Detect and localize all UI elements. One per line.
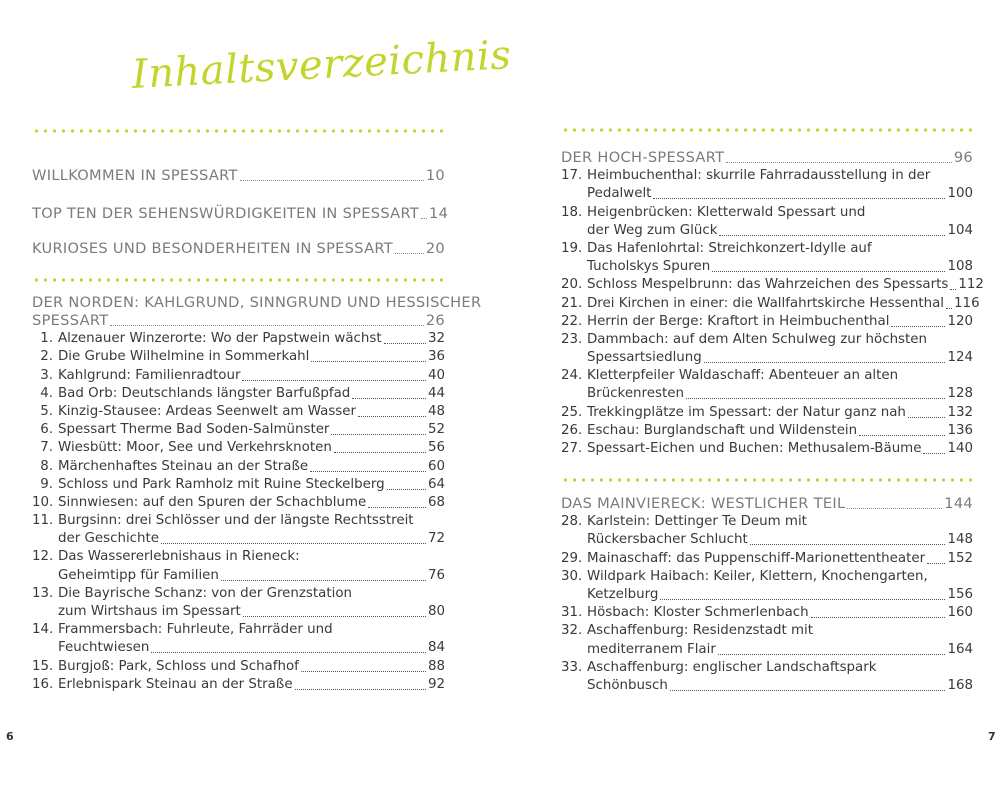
entry-page: 92 <box>427 676 445 692</box>
toc-entry[interactable] <box>32 385 445 403</box>
entry-page: 72 <box>427 531 445 547</box>
entry-number: 14. <box>32 622 54 638</box>
entry-number: 16. <box>32 676 54 692</box>
toc-entry[interactable] <box>32 494 445 512</box>
dot-leader <box>352 398 426 399</box>
chapter-page: 96 <box>953 149 973 166</box>
toc-entry[interactable] <box>32 366 445 384</box>
entry-number: 23. <box>561 331 583 347</box>
entry-title: Erlebnispark Steinau an der Straße <box>58 676 293 692</box>
right-page <box>500 0 1000 800</box>
entry-title: Hösbach: Kloster Schmerlenbach <box>587 605 809 621</box>
toc-entry-line <box>32 621 445 639</box>
entry-title: Alzenauer Winzerorte: Wo der Papstwein wächst <box>58 331 382 347</box>
toc-entry-line <box>561 403 973 421</box>
toc-entry-line <box>561 222 973 240</box>
dot-leader <box>243 616 426 617</box>
toc-entry-line <box>561 422 973 440</box>
section-list <box>32 238 445 258</box>
toc-entry-line <box>561 167 973 185</box>
entry-number: 30. <box>561 568 583 584</box>
dot-leader <box>712 271 945 272</box>
section-title: TOP TEN DER SEHENSWÜRDIGKEITEN IN SPESSART <box>32 205 420 222</box>
dot-leader <box>387 489 426 490</box>
toc-entry[interactable] <box>561 568 973 604</box>
entry-number: 7. <box>40 440 53 456</box>
entry-title: Karlstein: Dettinger Te Deum mit <box>587 514 807 530</box>
entry-page: 148 <box>947 532 973 548</box>
chapter-hoch-spessart <box>561 148 984 458</box>
toc-entry-line <box>561 440 973 458</box>
dot-leader <box>358 416 426 417</box>
entry-number: 18. <box>561 204 583 220</box>
entry-number: 33. <box>561 659 583 675</box>
dot-leader <box>301 671 426 672</box>
toc-entry-line <box>561 258 973 276</box>
chapter-title-line1[interactable] <box>32 292 482 312</box>
toc-entry[interactable] <box>32 585 445 621</box>
entry-page: 156 <box>947 586 973 602</box>
entry-number: 29. <box>561 550 583 566</box>
entry-title: Wiesbütt: Moor, See und Verkehrsknoten <box>58 440 332 456</box>
toc-entry[interactable] <box>561 331 973 367</box>
entry-page: 116 <box>954 295 980 311</box>
dot-leader <box>334 452 426 453</box>
entry-title: Geheimtipp für Familien <box>58 567 219 583</box>
toc-entry-line <box>561 531 973 549</box>
toc-entry-line <box>32 585 445 603</box>
dot-leader <box>670 690 946 691</box>
toc-entry-line <box>561 604 973 622</box>
toc-entry-line <box>561 385 973 403</box>
dotted-separator <box>561 128 973 132</box>
entry-page: 80 <box>427 604 445 619</box>
toc-entry-line <box>561 677 973 695</box>
toc-entry-line <box>32 421 445 439</box>
dot-leader <box>242 380 425 381</box>
toc-title: Inhaltsverzeichnis <box>130 32 513 98</box>
entry-page: 40 <box>427 367 445 383</box>
dot-leader <box>295 689 426 690</box>
entry-title: Heigenbrücken: Kletterwald Spessart und <box>587 204 866 220</box>
entry-title: Dammbach: auf dem Alten Schulweg zur höchsten <box>587 331 928 347</box>
toc-entry[interactable] <box>561 294 980 312</box>
entry-page: 140 <box>947 441 973 456</box>
toc-entry[interactable] <box>561 403 973 421</box>
toc-entry-line <box>561 349 973 367</box>
toc-entry[interactable] <box>561 240 973 276</box>
entry-page: 152 <box>947 550 973 566</box>
dot-leader <box>221 580 426 581</box>
entry-number: 15. <box>32 658 54 674</box>
entry-title: Sinnwiesen: auf den Spuren der Schachblume <box>58 494 367 510</box>
dot-leader <box>811 617 946 618</box>
toc-entry-line <box>32 566 445 584</box>
toc-entry-line <box>32 385 445 403</box>
entry-number: 25. <box>561 404 583 420</box>
entry-page: 76 <box>427 567 445 583</box>
toc-entry[interactable] <box>561 622 973 658</box>
toc-entry-line <box>32 494 445 512</box>
toc-entry[interactable] <box>32 439 445 457</box>
entry-page: 36 <box>427 349 445 365</box>
page-number: 6 <box>6 730 14 743</box>
entry-number: 24. <box>561 368 583 384</box>
entry-title: Spessart Therme Bad Soden-Salmünster <box>58 422 330 438</box>
entry-page: 132 <box>947 404 973 420</box>
entry-page: 84 <box>427 640 445 656</box>
toc-entry-line <box>561 240 973 258</box>
entry-title: der Weg zum Glück <box>587 222 718 238</box>
entry-page: 60 <box>427 458 445 474</box>
entry-list <box>32 330 445 694</box>
dot-leader <box>368 507 426 508</box>
entry-page: 128 <box>947 386 973 402</box>
dotted-separator <box>32 129 445 133</box>
entry-number: 12. <box>32 549 54 565</box>
toc-entry-line <box>561 586 973 604</box>
dot-leader <box>946 308 952 309</box>
dot-leader <box>311 361 426 362</box>
toc-entry-line <box>32 439 445 457</box>
toc-entry[interactable] <box>561 203 973 239</box>
toc-entry-line <box>32 366 445 384</box>
entry-title: Wildpark Haibach: Keiler, Klettern, Knochengarten, <box>587 568 928 584</box>
entry-number: 22. <box>561 313 583 329</box>
entry-number: 11. <box>32 513 54 529</box>
dot-leader <box>421 218 427 219</box>
entry-title: Kinzig-Stausee: Ardeas Seenwelt am Wasser <box>58 403 357 419</box>
dot-leader <box>950 289 956 290</box>
entry-page: 68 <box>427 494 445 510</box>
entry-number: 4. <box>40 385 53 401</box>
entry-title: Schloss Mespelbrunn: das Wahrzeichen des Spessarts <box>587 277 949 293</box>
toc-entry[interactable] <box>32 621 445 657</box>
toc-entry[interactable] <box>561 422 973 440</box>
toc-entry-line <box>561 185 973 203</box>
chapter-title: SPESSART <box>32 312 109 329</box>
dot-leader <box>891 326 945 327</box>
dot-leader <box>161 543 426 544</box>
toc-entry-line <box>32 603 445 621</box>
entry-number: 27. <box>561 441 583 456</box>
entry-page: 88 <box>427 658 445 674</box>
dot-leader <box>718 654 946 655</box>
toc-entry-line <box>32 548 445 566</box>
dot-leader <box>331 434 426 435</box>
entry-title: zum Wirtshaus im Spessart <box>58 604 241 619</box>
entry-title: der Geschichte <box>58 531 159 547</box>
entry-title: Trekkingplätze im Spessart: der Natur ganz nah <box>587 404 906 420</box>
entry-title: Tucholskys Spuren <box>587 259 711 275</box>
entry-title: Eschau: Burglandschaft und Wildenstein <box>587 422 858 438</box>
dot-leader <box>395 253 424 254</box>
toc-entry[interactable] <box>561 549 973 567</box>
toc-entry[interactable] <box>32 657 445 675</box>
toc-entry-line <box>561 367 973 385</box>
toc-entry[interactable] <box>561 513 973 549</box>
entry-page: 44 <box>427 385 445 401</box>
dot-leader <box>660 599 945 600</box>
toc-entry[interactable] <box>32 421 445 439</box>
entry-title: Feuchtwiesen <box>58 640 150 656</box>
toc-entry-line <box>561 331 973 349</box>
toc-entry-line <box>32 676 445 694</box>
entry-number: 6. <box>40 422 53 438</box>
toc-entry[interactable] <box>561 313 973 331</box>
toc-entry[interactable] <box>32 348 445 366</box>
dot-leader <box>151 652 426 653</box>
toc-entry[interactable] <box>32 476 445 494</box>
entry-title: Das Wassererlebnishaus in Rieneck: <box>58 549 300 565</box>
entry-list <box>561 167 984 458</box>
entry-page: 100 <box>947 186 973 202</box>
toc-entry[interactable] <box>561 604 973 622</box>
entry-title: Brückenresten <box>587 386 684 402</box>
entry-page: 56 <box>427 440 445 456</box>
entry-title: Schloss und Park Ramholz mit Ruine Steckelberg <box>58 476 385 492</box>
entry-page: 124 <box>947 350 973 366</box>
entry-number: 2. <box>40 349 53 365</box>
entry-title: Heimbuchenthal: skurrile Fahrradausstellung in der <box>587 168 931 184</box>
chapter-title: DER HOCH-SPESSART <box>561 149 725 166</box>
entry-page: 168 <box>947 677 973 693</box>
entry-number: 1. <box>40 331 53 347</box>
entry-page: 164 <box>947 641 973 657</box>
toc-entry-line <box>32 639 445 657</box>
dot-leader <box>686 398 945 399</box>
dot-leader <box>847 508 942 509</box>
toc-entry[interactable] <box>561 659 973 695</box>
entry-page: 120 <box>947 313 973 329</box>
entry-page: 136 <box>947 422 973 438</box>
entry-number: 21. <box>561 295 583 311</box>
toc-entry[interactable] <box>32 512 445 548</box>
dot-leader <box>750 544 946 545</box>
toc-entry-line <box>561 294 980 312</box>
toc-entry-line <box>32 530 445 548</box>
toc-entry[interactable] <box>32 457 445 475</box>
entry-number: 26. <box>561 422 583 438</box>
entry-title: Burgsinn: drei Schlösser und der längste Rechtsstreit <box>58 513 414 529</box>
entry-title: Kletterpfeiler Waldaschaff: Abenteuer an alten <box>587 368 899 384</box>
toc-entry[interactable] <box>561 276 984 294</box>
entry-page: 108 <box>947 259 973 275</box>
toc-entry[interactable] <box>32 330 445 348</box>
dot-leader <box>240 180 424 181</box>
entry-title: Spessartsiedlung <box>587 350 702 366</box>
chapter-title-row[interactable] <box>561 148 973 167</box>
entry-number: 31. <box>561 605 583 621</box>
dotted-separator <box>32 278 445 282</box>
toc-entry-line <box>561 313 973 331</box>
section-title: KURIOSES UND BESONDERHEITEN IN SPESSART <box>32 240 393 257</box>
toc-entry-line <box>561 568 973 586</box>
chapter-page: 144 <box>944 495 973 512</box>
toc-entry[interactable] <box>561 367 973 403</box>
entry-number: 19. <box>561 240 583 256</box>
chapter-title-line2[interactable] <box>32 312 445 330</box>
entry-title: Aschaffenburg: Residenzstadt mit <box>587 623 814 639</box>
entry-title: Mainaschaff: das Puppenschiff-Marionettentheater <box>587 550 926 566</box>
dot-leader <box>384 343 426 344</box>
entry-title: Pedalwelt <box>587 186 652 202</box>
toc-entry-line <box>32 457 445 475</box>
entry-page: 104 <box>947 222 973 238</box>
toc-entry[interactable] <box>561 167 973 203</box>
toc-entry-line <box>561 659 973 677</box>
entry-page: 160 <box>947 605 973 621</box>
page-number: 7 <box>988 730 996 743</box>
section-list <box>32 203 449 223</box>
entry-number: 10. <box>32 494 54 510</box>
entry-page: 48 <box>427 403 445 419</box>
dot-leader <box>908 417 946 418</box>
entry-page: 112 <box>958 277 984 293</box>
chapter-title-row[interactable] <box>561 494 973 513</box>
chapter-title: DER NORDEN: KAHLGRUND, SINNGRUND UND HESSISCHER <box>32 294 482 311</box>
chapter-norden <box>32 292 482 694</box>
entry-title: Herrin der Berge: Kraftort in Heimbuchenthal <box>587 313 890 329</box>
toc-entry-line <box>32 512 445 530</box>
chapter-title: DAS MAINVIERECK: WESTLICHER TEIL <box>561 495 846 512</box>
toc-entry-line <box>561 549 973 567</box>
dot-leader <box>719 235 945 236</box>
entry-page: 64 <box>427 476 445 492</box>
dot-leader <box>726 162 952 163</box>
dotted-separator <box>561 478 973 482</box>
section-page: 10 <box>425 167 445 184</box>
entry-list <box>561 513 973 695</box>
toc-entry-line <box>32 476 445 494</box>
entry-title: Schönbusch <box>587 677 668 693</box>
entry-number: 17. <box>561 168 583 184</box>
entry-number: 5. <box>40 403 53 419</box>
entry-title: Die Grube Wilhelmine in Sommerkahl <box>58 349 310 365</box>
entry-title: Ketzelburg <box>587 586 659 602</box>
section-kurioses[interactable] <box>32 238 445 258</box>
dot-leader <box>923 453 945 454</box>
entry-title: Bad Orb: Deutschlands längster Barfußpfad <box>58 385 351 401</box>
entry-title: mediterranem Flair <box>587 641 716 657</box>
entry-number: 32. <box>561 623 583 639</box>
entry-number: 28. <box>561 514 583 530</box>
chapter-mainviereck <box>561 494 973 695</box>
toc-entry[interactable] <box>32 403 445 421</box>
toc-entry[interactable] <box>561 440 973 458</box>
toc-entry-line <box>32 403 445 421</box>
dot-leader <box>704 362 946 363</box>
entry-title: Die Bayrische Schanz: von der Grenzstation <box>58 585 353 601</box>
section-top-ten[interactable] <box>32 203 449 223</box>
entry-title: Das Hafenlohrtal: Streichkonzert-Idylle auf <box>587 240 872 256</box>
section-willkommen[interactable] <box>32 165 445 185</box>
toc-entry[interactable] <box>32 676 445 694</box>
entry-number: 3. <box>40 367 53 383</box>
dot-leader <box>859 435 945 436</box>
entry-number: 13. <box>32 585 54 601</box>
toc-entry-line <box>32 657 445 675</box>
entry-title: Kahlgrund: Familienradtour <box>58 367 241 383</box>
entry-number: 9. <box>40 476 53 492</box>
toc-entry-line <box>561 203 973 221</box>
entry-title: Spessart-Eichen und Buchen: Methusalem-Bäume <box>587 441 922 456</box>
entry-title: Aschaffenburg: englischer Landschaftspark <box>587 659 877 675</box>
entry-title: Rückersbacher Schlucht <box>587 532 748 548</box>
entry-number: 20. <box>561 277 583 293</box>
chapter-page: 26 <box>425 312 445 329</box>
entry-title: Märchenhaftes Steinau an der Straße <box>58 458 309 474</box>
dot-leader <box>927 563 945 564</box>
section-page: 20 <box>425 240 445 257</box>
entry-title: Drei Kirchen in einer: die Wallfahrtskirche Hessenthal <box>587 295 945 311</box>
toc-entry[interactable] <box>32 548 445 584</box>
section-title: WILLKOMMEN IN SPESSART <box>32 167 238 184</box>
dot-leader <box>110 325 423 326</box>
entry-number: 8. <box>40 458 53 474</box>
section-list <box>32 165 445 185</box>
dot-leader <box>653 198 945 199</box>
section-page: 14 <box>429 205 449 222</box>
entry-page: 32 <box>427 331 445 347</box>
toc-entry-line <box>32 330 445 348</box>
entry-title: Frammersbach: Fuhrleute, Fahrräder und <box>58 622 333 638</box>
toc-entry-line <box>561 276 984 294</box>
dot-leader <box>310 471 426 472</box>
toc-entry-line <box>561 513 973 531</box>
toc-entry-line <box>32 348 445 366</box>
toc-entry-line <box>561 640 973 658</box>
entry-title: Burgjoß: Park, Schloss und Schafhof <box>58 658 299 674</box>
entry-page: 52 <box>427 422 445 438</box>
toc-entry-line <box>561 622 973 640</box>
